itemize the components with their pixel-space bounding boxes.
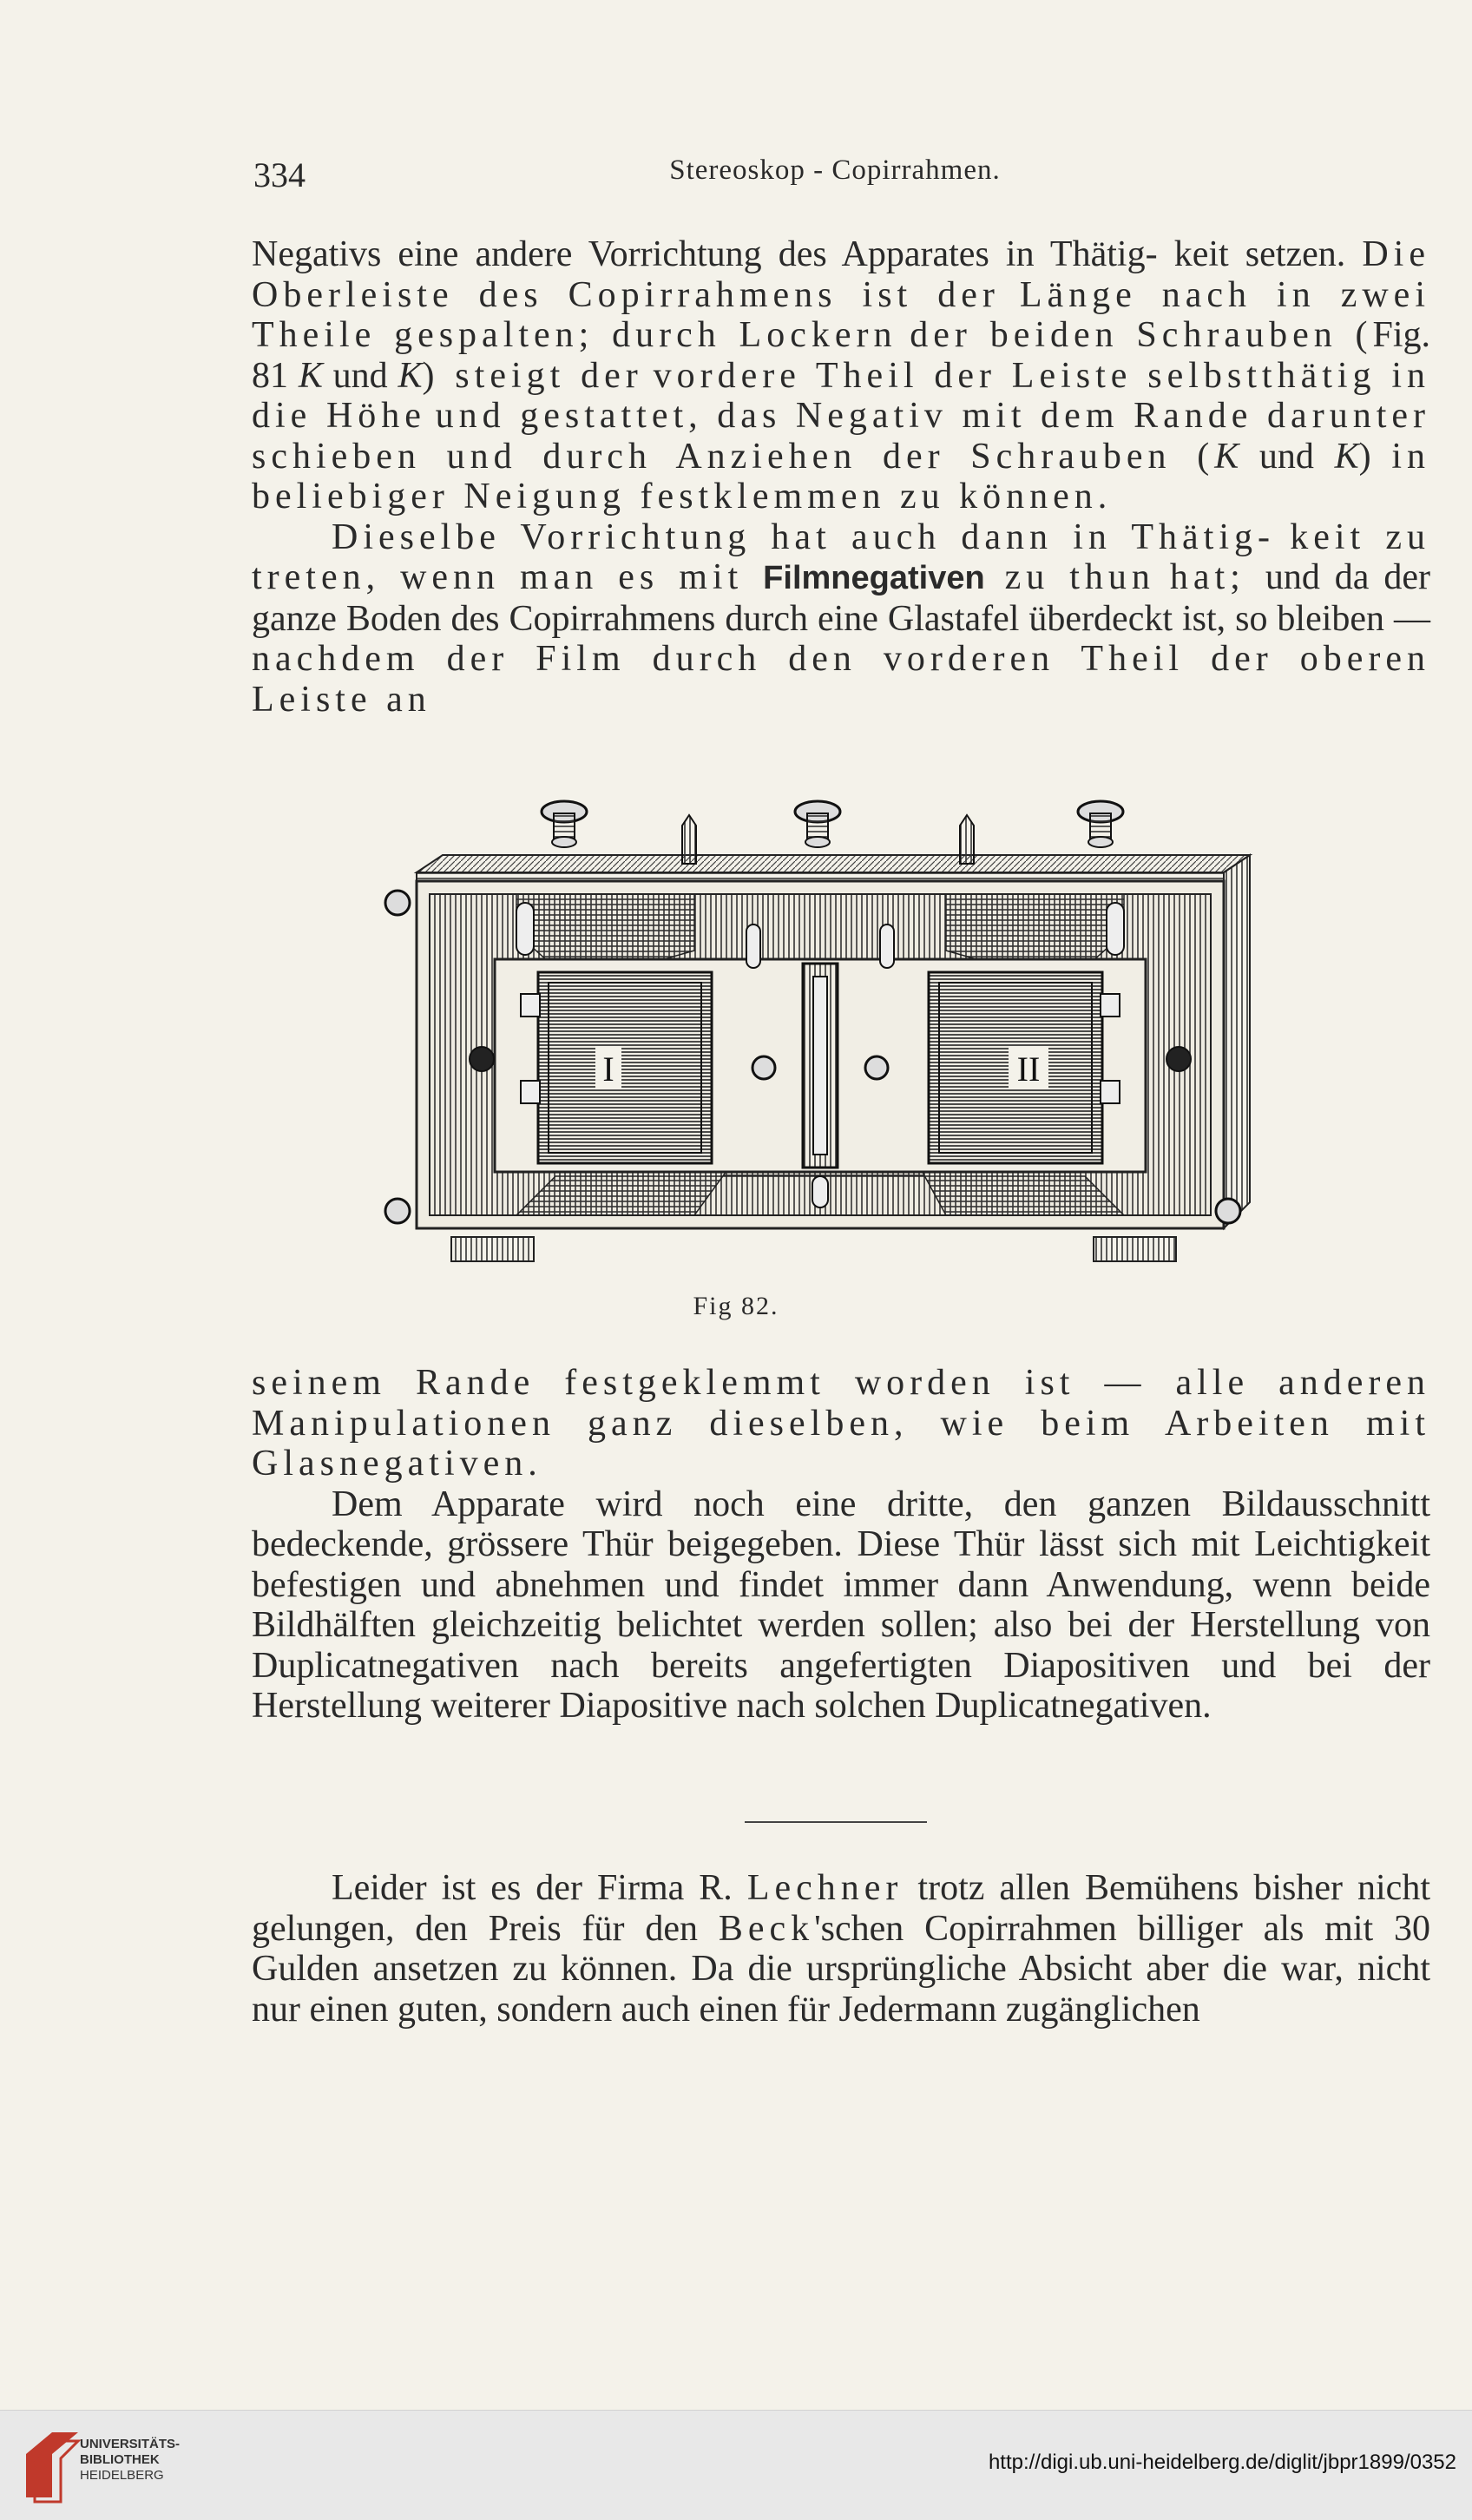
center-slot <box>813 977 827 1155</box>
symbol-k: K <box>1214 436 1239 477</box>
figure-reference: Fig. 81 <box>252 315 1431 396</box>
text-segment: trotz allen Bemühens bisher nicht gelungen, den Preis für den <box>252 1868 1430 1949</box>
library-name-line: UNIVERSITÄTS- <box>80 2437 181 2451</box>
rail-pin-right <box>960 815 974 864</box>
text-line: in beliebiger Neigung festklemmen zu können. <box>252 436 1431 517</box>
door-knob-left <box>752 1056 775 1079</box>
text-line: der beiden Schrauben ( <box>910 315 1373 355</box>
text-line: und da der ganze Boden des Copirrahmens durch eine Glastafel überdeckt ist, so bleiben — <box>252 557 1430 639</box>
text-line: Dieselbe Vorrichtung hat auch dann in Thätig- <box>332 517 1275 557</box>
emphasis-filmnegativen: Filmnegativen <box>763 560 985 596</box>
text-segment: Leider ist es der Firma R. <box>332 1868 747 1908</box>
clip-center-right <box>880 924 894 968</box>
copy-frame-engraving <box>382 794 1285 1280</box>
corner-screw-bl <box>385 1199 410 1223</box>
frame-foot-right <box>1094 1237 1176 1261</box>
text-block-top <box>252 234 1430 720</box>
paragraph-third-door: Dem Apparate wird noch eine dritte, den ganzen Bildausschnitt bedeckende, grössere Thür beigegeben. Diese Thür lässt sich mit Leichtigkeit befestigen und abnehmen und findet immer dann Anwendung, wenn beide Bildhälften gleichzeitig belichtet werden sollen; also bei der Herstellung von Duplicatnegativen nach bereits angefertigten Diapositiven und bei der Herstellung weiterer Diapositive nach solchen Duplicatnegativen. <box>252 1484 1430 1726</box>
text-line: schieben und durch Anziehen der Schrauben ( <box>252 436 1215 477</box>
hinge-right-top <box>1101 994 1120 1017</box>
screw-k-left <box>542 801 587 847</box>
frame-hole-left <box>470 1047 494 1071</box>
clip-left <box>516 903 534 955</box>
running-title: Stereoskop - Copirrahmen. <box>669 155 1001 186</box>
text-segment: 'schen Copirrahmen billiger als mit 30 Gulden ansetzen zu können. Da die ursprüngliche Absicht aber die war, nicht nur einen guten, sondern auch einen für Jedermann zugänglichen <box>252 1908 1430 2030</box>
top-rail-bevel <box>417 855 1250 872</box>
text-line: keit zu treten, wenn man es mit <box>252 517 1431 597</box>
corner-screw-tl <box>385 891 410 915</box>
hinge-left-bottom <box>521 1081 540 1103</box>
door-knob-right <box>865 1056 888 1079</box>
screw-k-right <box>1078 801 1123 847</box>
paragraph-vorrichtung <box>252 517 1430 720</box>
clip-bottom <box>812 1176 828 1207</box>
permalink-url[interactable]: http://digi.ub.uni-heidelberg.de/diglit/jbpr1899/0352 <box>988 2451 1456 2474</box>
corner-screw-br <box>1216 1199 1240 1223</box>
text-line: keit setzen. <box>1173 234 1363 274</box>
text-line: Länge nach in zwei Theile gespalten; durch Lockern <box>252 274 1430 355</box>
clip-right <box>1107 903 1124 955</box>
frame-foot-left <box>451 1237 534 1261</box>
text-line: und <box>322 355 398 396</box>
library-name-line: BIBLIOTHEK <box>80 2452 160 2467</box>
symbol-k: K <box>398 355 423 396</box>
text-line: vordere Theil der Leiste selbstthätig in die Höhe <box>252 355 1431 436</box>
text-line: nachdem der Film durch den vorderen Theil der oberen Leiste an <box>252 639 1430 720</box>
text-block-middle <box>252 1363 1430 1727</box>
library-name-line: HEIDELBERG <box>80 2468 164 2483</box>
symbol-k: K <box>298 355 323 396</box>
text-line: Die Oberleiste des Copirrahmens ist der <box>252 234 1430 315</box>
text-line: Negativs eine andere Vorrichtung des Apparates in Thätig- <box>252 234 1158 274</box>
clip-center-left <box>746 924 760 968</box>
text-line: und gestattet, das Negativ mit dem Rande darunter <box>435 396 1430 436</box>
text-line: und <box>1239 436 1335 477</box>
paragraph-continuation <box>252 234 1430 517</box>
paragraph-film: seinem Rande festgeklemmt worden ist — alle anderen Manipulationen ganz dieselben, wie beim Arbeiten mit Glasnegativen. <box>252 1363 1430 1484</box>
hinge-left-top <box>521 994 540 1017</box>
frame-hole-right <box>1166 1047 1191 1071</box>
name-lechner: Lechner <box>746 1868 904 1908</box>
text-line: ) steigt der <box>422 355 643 396</box>
screw-k-center <box>795 801 840 847</box>
page-number: 334 <box>253 155 306 194</box>
frame-side <box>1224 855 1250 1228</box>
viewer-footer <box>0 2410 1472 2520</box>
figure-caption: Fig 82. <box>693 1292 779 1320</box>
page-header <box>253 155 1416 207</box>
section-separator <box>745 1821 927 1823</box>
rail-pin-left <box>682 815 696 864</box>
hinge-right-bottom <box>1101 1081 1120 1103</box>
text-line: hat; <box>1169 557 1265 597</box>
panel-bevel-tl <box>516 894 694 968</box>
door-label-left: I <box>602 1049 614 1089</box>
text-line: ) <box>1358 436 1371 477</box>
text-line: zu thun <box>984 557 1155 597</box>
text-block-bottom <box>252 1868 1430 2030</box>
library-name <box>80 2437 180 2484</box>
door-label-right: II <box>1016 1049 1041 1089</box>
name-beck: Beck <box>718 1908 815 1949</box>
symbol-k: K <box>1334 436 1359 477</box>
panel-bevel-tr <box>946 894 1124 968</box>
door-left <box>538 972 712 1163</box>
paragraph-price <box>252 1868 1430 2030</box>
